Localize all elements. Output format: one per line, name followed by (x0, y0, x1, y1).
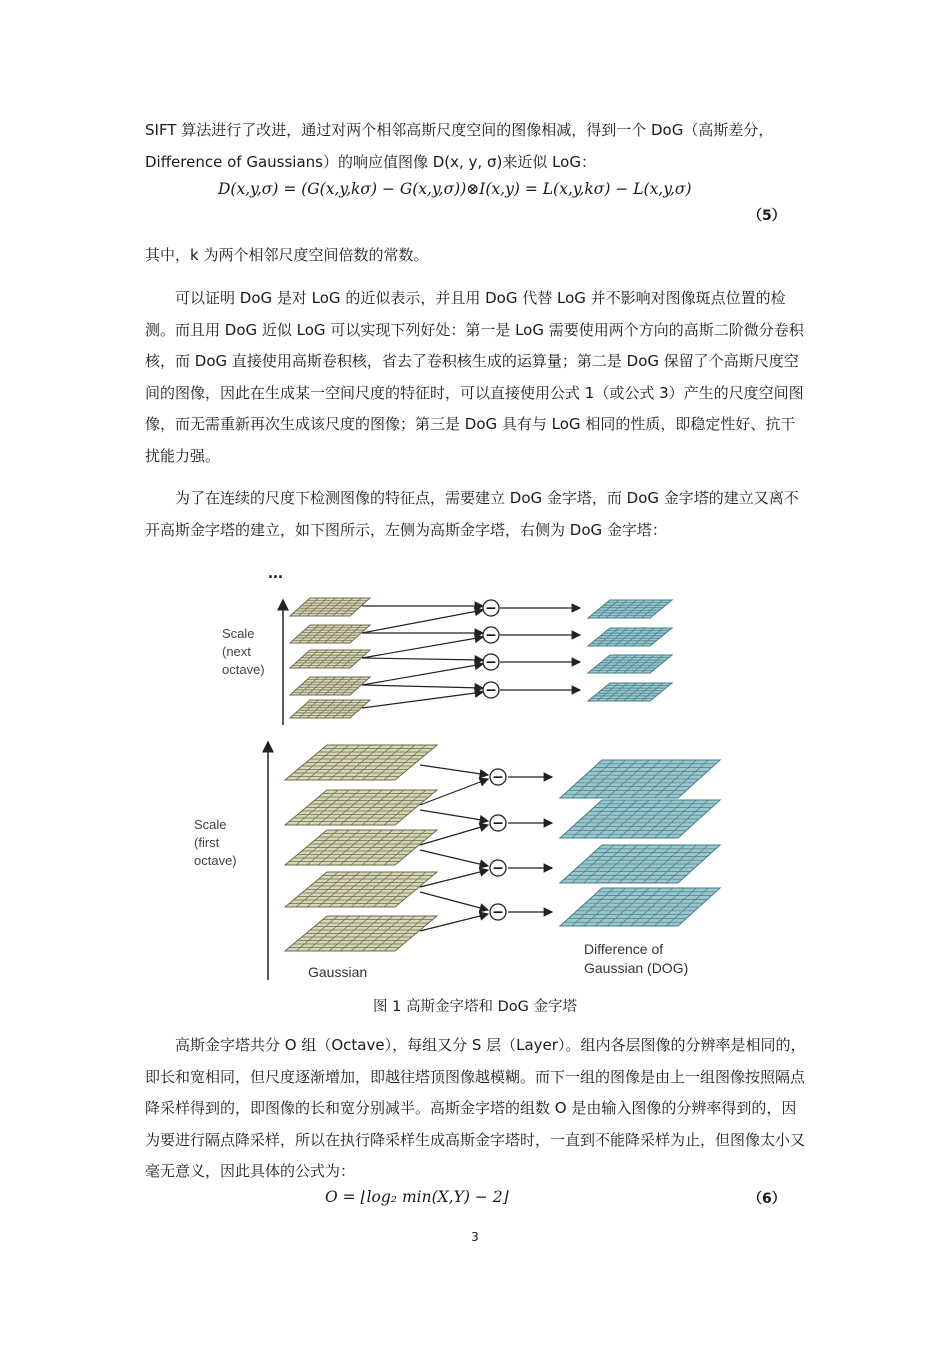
first-octave-minus-3-sign: − (492, 860, 504, 877)
paragraph-k-definition: 其中，k 为两个相邻尺度空间倍数的常数。 (145, 246, 429, 264)
first-octave-label-line3: octave) (194, 853, 237, 868)
next-octave-arrow-b-1 (362, 610, 483, 633)
first-octave-arrow-a-1 (420, 765, 488, 775)
next-octave-minus-3-sign: − (485, 654, 497, 671)
next-octave-arrow-a-4 (362, 685, 483, 688)
page-number: 3 (471, 1230, 479, 1244)
pyramid-diagram (180, 560, 780, 990)
next-octave-minus-1-sign: − (485, 600, 497, 617)
equation-5: D(x,y,σ) = (G(x,y,kσ) − G(x,y,σ))⊗I(x,y) = L(x,y,kσ) − L(x,y,σ) (218, 180, 692, 198)
figure-caption: 图 1 高斯金字塔和 DoG 金字塔 (373, 999, 577, 1015)
paragraph-intro-line2: Difference of Gaussians）的响应值图像 D(x, y, σ)来近似 LoG： (145, 153, 596, 171)
first-octave-minus-1-sign: − (492, 769, 504, 786)
next-octave-arrow-a-3 (362, 658, 483, 660)
continuation-dots: ... (268, 562, 284, 582)
paragraph-pyramid-intro: 为了在连续的尺度下检测图像的特征点，需要建立 DoG 金字塔，而 DoG 金字塔的建立又离不开高斯金字塔的建立，如下图所示，左侧为高斯金字塔，右侧为 DoG 金字塔： (145, 489, 799, 539)
next-octave-minus-2-sign: − (485, 627, 497, 644)
next-octave-label-line1: Scale (222, 626, 255, 641)
equation-6-number: （6） (748, 1191, 786, 1207)
equation-6: O = ⌊log₂ min(X,Y) − 2⌋ (325, 1188, 509, 1206)
first-octave-minus-2-sign: − (492, 815, 504, 832)
first-octave-arrow-a-3 (420, 850, 488, 866)
next-octave-arrow-b-3 (362, 664, 483, 685)
next-octave-label-line3: octave) (222, 662, 265, 677)
equation-5-number: （5） (748, 208, 786, 224)
dog-label-line2: Gaussian (DOG) (584, 960, 689, 976)
first-octave-minus-4-sign: − (492, 904, 504, 921)
first-octave-label-line1: Scale (194, 817, 227, 832)
first-octave-arrow-a-4 (420, 892, 488, 910)
next-octave-minus-4-sign: − (485, 682, 497, 699)
paragraph-intro-line1: SIFT 算法进行了改进，通过对两个相邻高斯尺度空间的图像相减，得到一个 DoG（高斯差分， (145, 121, 774, 139)
dog-label-line1: Difference of (584, 941, 664, 957)
next-octave-label-line2: (next (222, 644, 251, 659)
paragraph-octave-description: 高斯金字塔共分 O 组（Octave），每组又分 S 层（Layer）。组内各层图像的分辨率是相同的，即长和宽相同，但尺度逐渐增加，即越往塔顶图像越模糊。而下一组的图像是由上一组图像按照隔点降采样得到的，即图像的长和宽分别减半。高斯金字塔的组数 O 是由输入图像的分辨率得到的，因为要进行隔点降采样，所以在执行降采样生成高斯金字塔时，一直到不能降采样为止，但图像太小又毫无意义，因此具体的公式为： (145, 1036, 806, 1180)
first-octave-label-line2: (first (194, 835, 220, 850)
first-octave-arrow-a-2 (420, 810, 488, 821)
paragraph-dog-advantages: 可以证明 DoG 是对 LoG 的近似表示，并且用 DoG 代替 LoG 并不影响对图像斑点位置的检测。而且用 DoG 近似 LoG 可以实现下列好处：第一是 LoG 需要使用两个方向的高斯二阶微分卷积核，而 DoG 直接使用高斯卷积核，省去了卷积核生成的运算量；第二是 DoG 保留了个高斯尺度空间的图像，因此在生成某一空间尺度的特征时，可以直接使用公式 1（或公式 3）产生的尺度空间图像，而无需重新再次生成该尺度的图像；第三是 DoG 具有与 LoG 相同的性质，即稳定性好、抗干扰能力强。 (145, 289, 804, 465)
gaussian-label: Gaussian (308, 964, 368, 980)
pyramid-figure (180, 560, 780, 990)
next-octave-arrow-b-4 (362, 692, 483, 708)
next-octave-arrow-b-2 (362, 637, 483, 658)
